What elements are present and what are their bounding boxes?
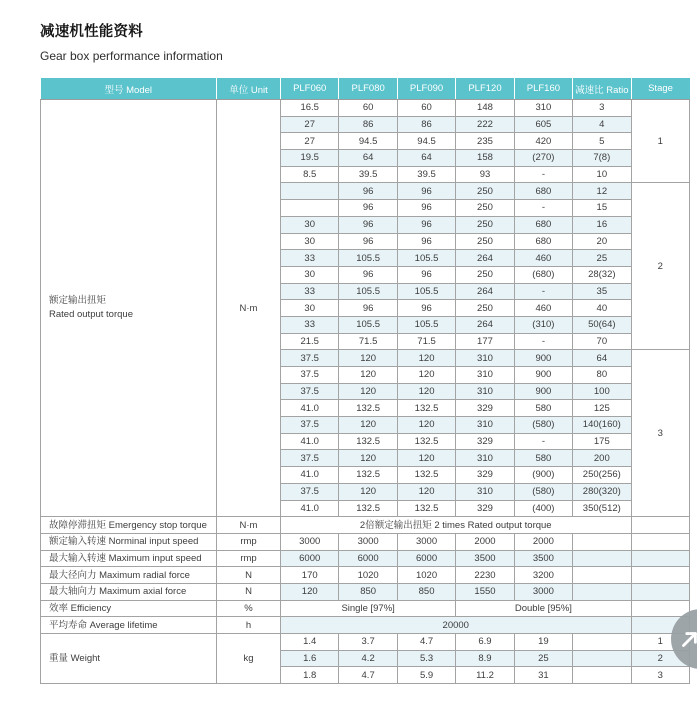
- torque-cell: 120: [339, 383, 397, 400]
- stage-cell: 3: [631, 350, 689, 517]
- torque-cell: 329: [456, 500, 514, 517]
- torque-cell: 132.5: [397, 467, 455, 484]
- weight-value-cell: 1.6: [281, 650, 339, 667]
- torque-cell: -: [514, 333, 572, 350]
- spec-unit: N·m: [217, 517, 281, 534]
- torque-cell: 329: [456, 400, 514, 417]
- torque-cell: 105.5: [339, 283, 397, 300]
- torque-cell: 37.5: [281, 367, 339, 384]
- torque-cell: 37.5: [281, 450, 339, 467]
- torque-cell: 93: [456, 166, 514, 183]
- spec-label: 最大轴向力 Maximum axial force: [41, 583, 217, 600]
- spec-unit: h: [217, 617, 281, 634]
- table-row: [41, 100, 690, 117]
- table-row: [41, 533, 690, 550]
- torque-cell: 71.5: [397, 333, 455, 350]
- torque-cell: 250: [456, 300, 514, 317]
- merged-value-cell: 2倍额定输出扭矩 2 times Rated output torque: [281, 517, 632, 534]
- torque-cell: (270): [514, 150, 572, 167]
- ratio-cell: 100: [573, 383, 631, 400]
- ratio-cell: 7(8): [573, 150, 631, 167]
- column-header-unit: 单位 Unit: [217, 78, 281, 100]
- weight-label: 重量 Weight: [41, 634, 217, 684]
- torque-cell: 21.5: [281, 333, 339, 350]
- torque-cell: 60: [339, 100, 397, 117]
- ratio-cell: 50(64): [573, 316, 631, 333]
- torque-cell: 250: [456, 200, 514, 217]
- weight-value-cell: 6.9: [456, 634, 514, 651]
- torque-cell: 96: [339, 300, 397, 317]
- spec-unit: %: [217, 600, 281, 617]
- torque-cell: 105.5: [397, 316, 455, 333]
- torque-cell: 60: [397, 100, 455, 117]
- spec-value-cell: 6000: [339, 550, 397, 567]
- column-header-plf060: PLF060: [281, 78, 339, 100]
- torque-cell: 105.5: [339, 250, 397, 267]
- stage-cell: 2: [631, 650, 689, 667]
- torque-cell: [281, 183, 339, 200]
- torque-cell: (680): [514, 266, 572, 283]
- weight-value-cell: 4.7: [339, 667, 397, 684]
- spec-value-cell: 1020: [339, 567, 397, 584]
- torque-cell: 132.5: [339, 433, 397, 450]
- torque-cell: 39.5: [397, 166, 455, 183]
- torque-cell: 235: [456, 133, 514, 150]
- spec-value-cell: 3000: [339, 533, 397, 550]
- torque-cell: 86: [397, 116, 455, 133]
- torque-cell: 105.5: [397, 283, 455, 300]
- spec-label: 最大径向力 Maximum radial force: [41, 567, 217, 584]
- torque-cell: 680: [514, 233, 572, 250]
- torque-cell: 37.5: [281, 383, 339, 400]
- spec-unit: rmp: [217, 533, 281, 550]
- table-row: [41, 617, 690, 634]
- ratio-cell: 280(320): [573, 483, 631, 500]
- torque-cell: 27: [281, 133, 339, 150]
- spec-value-cell: 850: [339, 583, 397, 600]
- torque-cell: 120: [339, 350, 397, 367]
- torque-cell: 310: [456, 483, 514, 500]
- ratio-cell: 16: [573, 216, 631, 233]
- table-header-row: [41, 78, 690, 100]
- torque-cell: 39.5: [339, 166, 397, 183]
- weight-unit: kg: [217, 634, 281, 684]
- table-row: [41, 567, 690, 584]
- spec-value-cell: 2000: [514, 533, 572, 550]
- torque-cell: 310: [456, 367, 514, 384]
- column-header-plf080: PLF080: [339, 78, 397, 100]
- torque-cell: 250: [456, 216, 514, 233]
- torque-cell: 120: [339, 367, 397, 384]
- torque-cell: 19.5: [281, 150, 339, 167]
- spec-value-cell: 3200: [514, 567, 572, 584]
- spec-label: 故障停滞扭矩 Emergency stop torque: [41, 517, 217, 534]
- torque-cell: 30: [281, 300, 339, 317]
- rated-output-label-cn: 额定输出扭矩: [49, 295, 107, 307]
- torque-cell: 96: [397, 200, 455, 217]
- torque-cell: 310: [456, 450, 514, 467]
- rated-output-unit: N·m: [217, 100, 281, 517]
- spec-value-cell: 120: [281, 583, 339, 600]
- torque-cell: [281, 200, 339, 217]
- torque-cell: 460: [514, 250, 572, 267]
- torque-cell: 96: [397, 300, 455, 317]
- torque-cell: 250: [456, 183, 514, 200]
- ratio-cell: [573, 567, 631, 584]
- spec-label: 最大输入转速 Maximum input speed: [41, 550, 217, 567]
- torque-cell: (900): [514, 467, 572, 484]
- ratio-cell: 140(160): [573, 417, 631, 434]
- ratio-cell: 175: [573, 433, 631, 450]
- spec-value-cell: 3500: [514, 550, 572, 567]
- weight-value-cell: 19: [514, 634, 572, 651]
- weight-value-cell: 3.7: [339, 634, 397, 651]
- column-header-plf160: PLF160: [514, 78, 572, 100]
- torque-cell: -: [514, 166, 572, 183]
- torque-cell: 120: [397, 450, 455, 467]
- spec-unit: rmp: [217, 550, 281, 567]
- torque-cell: 900: [514, 383, 572, 400]
- spec-value-cell: 3000: [281, 533, 339, 550]
- weight-value-cell: 31: [514, 667, 572, 684]
- torque-cell: 264: [456, 316, 514, 333]
- split-value-cell: Single [97%]: [281, 600, 456, 617]
- stage-cell: 2: [631, 183, 689, 350]
- stage-cell: [631, 600, 689, 617]
- torque-cell: 900: [514, 350, 572, 367]
- torque-cell: 37.5: [281, 483, 339, 500]
- torque-cell: 132.5: [339, 500, 397, 517]
- torque-cell: 329: [456, 467, 514, 484]
- torque-cell: 250: [456, 233, 514, 250]
- stage-cell: [631, 567, 689, 584]
- stage-cell: 1: [631, 634, 689, 651]
- ratio-cell: 12: [573, 183, 631, 200]
- torque-cell: 264: [456, 283, 514, 300]
- stage-cell: [631, 533, 689, 550]
- torque-cell: 30: [281, 233, 339, 250]
- torque-cell: 30: [281, 266, 339, 283]
- torque-cell: 605: [514, 116, 572, 133]
- column-header-stage: Stage: [631, 78, 689, 100]
- ratio-cell: [573, 533, 631, 550]
- weight-value-cell: 25: [514, 650, 572, 667]
- table-row: [41, 634, 690, 651]
- torque-cell: 96: [339, 233, 397, 250]
- torque-cell: 310: [514, 100, 572, 117]
- ratio-cell: 64: [573, 350, 631, 367]
- ratio-cell: [573, 650, 631, 667]
- torque-cell: -: [514, 433, 572, 450]
- torque-cell: 120: [339, 450, 397, 467]
- table-row: [41, 517, 690, 534]
- ratio-cell: 5: [573, 133, 631, 150]
- ratio-cell: 10: [573, 166, 631, 183]
- rated-output-label-en: Rated output torque: [49, 309, 133, 321]
- torque-cell: 94.5: [397, 133, 455, 150]
- torque-cell: 86: [339, 116, 397, 133]
- spec-value-cell: 6000: [397, 550, 455, 567]
- torque-cell: 222: [456, 116, 514, 133]
- rated-output-label: [41, 100, 217, 517]
- ratio-cell: [573, 634, 631, 651]
- torque-cell: 132.5: [397, 500, 455, 517]
- ratio-cell: 70: [573, 333, 631, 350]
- torque-cell: 900: [514, 367, 572, 384]
- ratio-cell: [573, 583, 631, 600]
- torque-cell: 96: [339, 200, 397, 217]
- split-value-cell: Double [95%]: [456, 600, 631, 617]
- page-subtitle: Gear box performance information: [40, 49, 223, 63]
- torque-cell: (310): [514, 316, 572, 333]
- torque-cell: 120: [397, 417, 455, 434]
- ratio-cell: 200: [573, 450, 631, 467]
- weight-value-cell: 4.7: [397, 634, 455, 651]
- torque-cell: 27: [281, 116, 339, 133]
- torque-cell: (580): [514, 417, 572, 434]
- weight-value-cell: 1.8: [281, 667, 339, 684]
- stage-cell: [631, 517, 689, 534]
- torque-cell: 680: [514, 183, 572, 200]
- torque-cell: 33: [281, 316, 339, 333]
- torque-cell: 105.5: [397, 250, 455, 267]
- torque-cell: (580): [514, 483, 572, 500]
- torque-cell: 460: [514, 300, 572, 317]
- ratio-cell: 125: [573, 400, 631, 417]
- torque-cell: 120: [397, 483, 455, 500]
- table-row: [41, 550, 690, 567]
- ratio-cell: 4: [573, 116, 631, 133]
- torque-cell: (400): [514, 500, 572, 517]
- spec-value-cell: 2000: [456, 533, 514, 550]
- ratio-cell: 35: [573, 283, 631, 300]
- ratio-cell: 250(256): [573, 467, 631, 484]
- torque-cell: 120: [397, 350, 455, 367]
- torque-cell: 33: [281, 283, 339, 300]
- torque-cell: 96: [339, 183, 397, 200]
- arrow-up-right-icon: [677, 626, 697, 652]
- weight-value-cell: 11.2: [456, 667, 514, 684]
- torque-cell: 37.5: [281, 350, 339, 367]
- ratio-cell: 350(512): [573, 500, 631, 517]
- torque-cell: 120: [397, 383, 455, 400]
- torque-cell: 329: [456, 433, 514, 450]
- torque-cell: 177: [456, 333, 514, 350]
- weight-value-cell: 5.3: [397, 650, 455, 667]
- ratio-cell: [573, 550, 631, 567]
- torque-cell: 41.0: [281, 467, 339, 484]
- torque-cell: 310: [456, 417, 514, 434]
- spec-label: 额定输入转速 Norminal input speed: [41, 533, 217, 550]
- torque-cell: 158: [456, 150, 514, 167]
- torque-cell: 580: [514, 450, 572, 467]
- torque-cell: 105.5: [339, 316, 397, 333]
- spec-value-cell: 2230: [456, 567, 514, 584]
- torque-cell: 120: [397, 367, 455, 384]
- torque-cell: 64: [339, 150, 397, 167]
- spec-unit: N: [217, 583, 281, 600]
- torque-cell: 132.5: [339, 400, 397, 417]
- torque-cell: -: [514, 200, 572, 217]
- torque-cell: 41.0: [281, 500, 339, 517]
- torque-cell: 148: [456, 100, 514, 117]
- torque-cell: 41.0: [281, 400, 339, 417]
- spec-label: 效率 Efficiency: [41, 600, 217, 617]
- torque-cell: 16.5: [281, 100, 339, 117]
- torque-cell: 310: [456, 350, 514, 367]
- ratio-cell: 20: [573, 233, 631, 250]
- table-row: [41, 583, 690, 600]
- torque-cell: 120: [339, 483, 397, 500]
- torque-cell: 8.5: [281, 166, 339, 183]
- ratio-cell: 28(32): [573, 266, 631, 283]
- ratio-cell: 3: [573, 100, 631, 117]
- column-header-plf090: PLF090: [397, 78, 455, 100]
- spec-value-cell: 1550: [456, 583, 514, 600]
- torque-cell: 71.5: [339, 333, 397, 350]
- column-header-plf120: PLF120: [456, 78, 514, 100]
- spec-label: 平均寿命 Average lifetime: [41, 617, 217, 634]
- torque-cell: 580: [514, 400, 572, 417]
- torque-cell: 132.5: [397, 400, 455, 417]
- spec-value-cell: 3000: [397, 533, 455, 550]
- torque-cell: 96: [397, 233, 455, 250]
- stage-cell: 1: [631, 100, 689, 183]
- ratio-cell: 80: [573, 367, 631, 384]
- spec-value-cell: 3500: [456, 550, 514, 567]
- table-row: [41, 600, 690, 617]
- spec-value-cell: 1020: [397, 567, 455, 584]
- weight-value-cell: 5.9: [397, 667, 455, 684]
- table-body: [41, 100, 690, 684]
- torque-cell: 33: [281, 250, 339, 267]
- ratio-cell: 40: [573, 300, 631, 317]
- stage-cell: [631, 550, 689, 567]
- torque-cell: 264: [456, 250, 514, 267]
- merged-value-cell: 20000: [281, 617, 632, 634]
- torque-cell: 96: [397, 266, 455, 283]
- torque-cell: 420: [514, 133, 572, 150]
- stage-cell: [631, 583, 689, 600]
- torque-cell: 64: [397, 150, 455, 167]
- torque-cell: 37.5: [281, 417, 339, 434]
- weight-value-cell: 8.9: [456, 650, 514, 667]
- torque-cell: 96: [397, 183, 455, 200]
- torque-cell: 30: [281, 216, 339, 233]
- ratio-cell: [573, 667, 631, 684]
- ratio-cell: 25: [573, 250, 631, 267]
- column-header-model: 型号 Model: [41, 78, 217, 100]
- torque-cell: -: [514, 283, 572, 300]
- spec-value-cell: 6000: [281, 550, 339, 567]
- torque-cell: 310: [456, 383, 514, 400]
- stage-cell: 3: [631, 667, 689, 684]
- torque-cell: 250: [456, 266, 514, 283]
- torque-cell: 132.5: [339, 467, 397, 484]
- torque-cell: 96: [339, 266, 397, 283]
- torque-cell: 680: [514, 216, 572, 233]
- spec-value-cell: 170: [281, 567, 339, 584]
- weight-value-cell: 4.2: [339, 650, 397, 667]
- weight-value-cell: 1.4: [281, 634, 339, 651]
- spec-unit: N: [217, 567, 281, 584]
- page-title: 减速机性能资料: [40, 24, 143, 40]
- torque-cell: 94.5: [339, 133, 397, 150]
- torque-cell: 96: [397, 216, 455, 233]
- spec-value-cell: 3000: [514, 583, 572, 600]
- column-header-ratio: 减速比 Ratio: [573, 78, 631, 100]
- torque-cell: 96: [339, 216, 397, 233]
- torque-cell: 132.5: [397, 433, 455, 450]
- spec-value-cell: 850: [397, 583, 455, 600]
- torque-cell: 41.0: [281, 433, 339, 450]
- performance-table: [40, 78, 690, 684]
- torque-cell: 120: [339, 417, 397, 434]
- ratio-cell: 15: [573, 200, 631, 217]
